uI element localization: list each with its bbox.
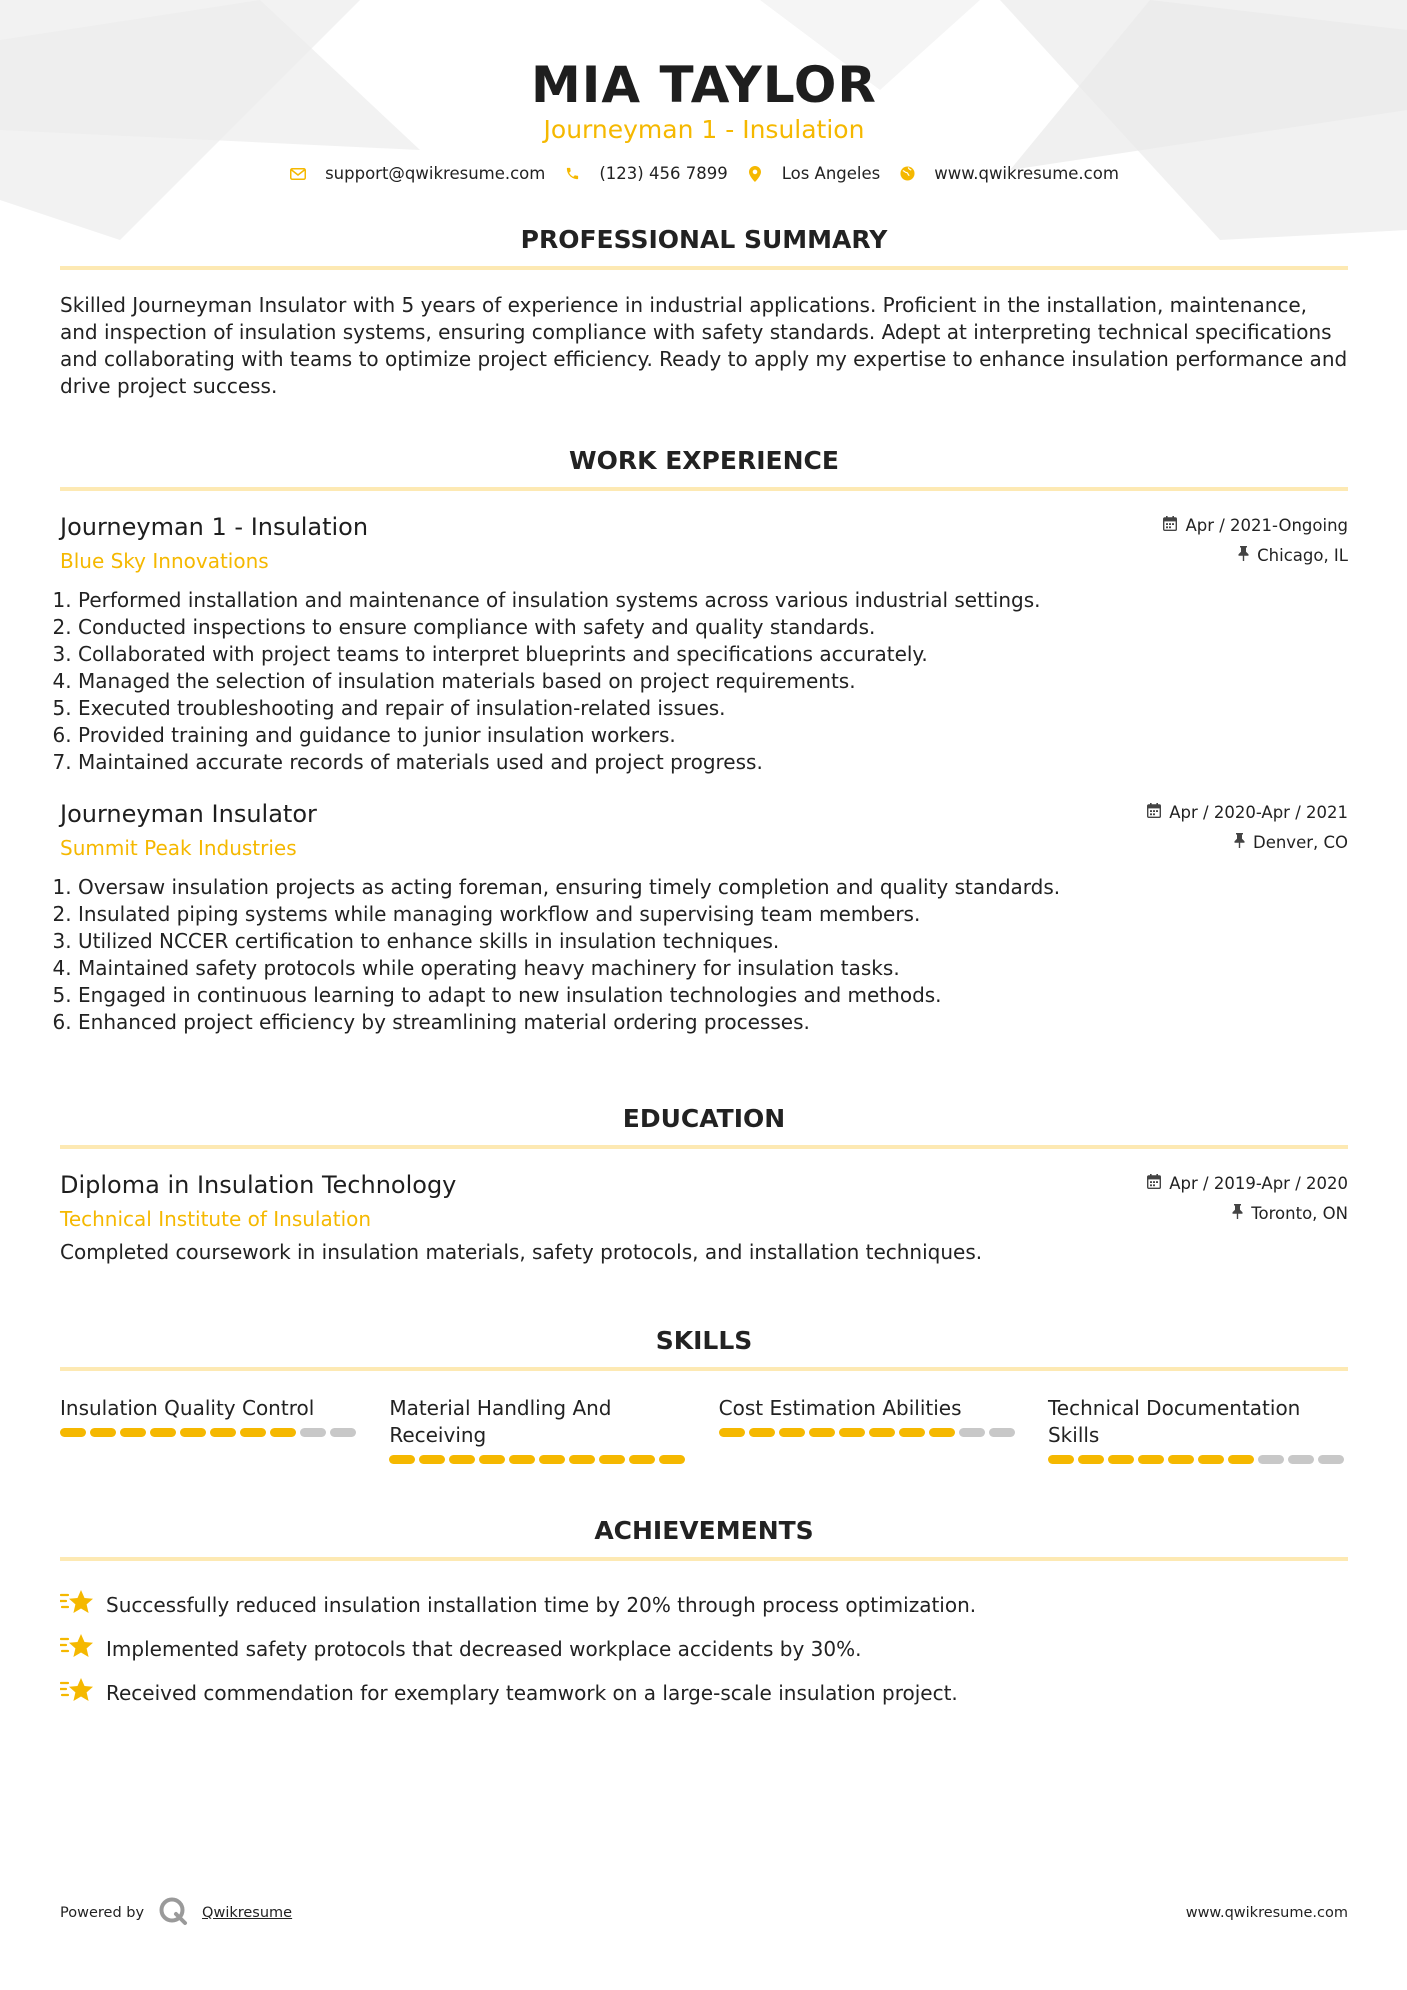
map-pin-icon [746, 166, 764, 182]
achievements-section [60, 1516, 1348, 1715]
list-item: 5. Engaged in continuous learning to adapt to new insulation technologies and methods. [78, 982, 1348, 1009]
brand-link[interactable]: Qwikresume [202, 1905, 293, 1921]
skill-rating-segment [899, 1428, 925, 1437]
contact-website[interactable]: www.qwikresume.com [934, 164, 1119, 183]
list-item: 2. Insulated piping systems while managing workflow and supervising team members. [78, 901, 1348, 928]
company-name: Summit Peak Industries [60, 836, 297, 860]
skill-rating-segment [1108, 1455, 1134, 1464]
calendar-icon [1147, 802, 1161, 824]
company-name: Blue Sky Innovations [60, 549, 269, 573]
list-item: 1. Oversaw insulation projects as acting foreman, ensuring timely completion and quality standards. [78, 874, 1348, 901]
skill-rating-segment [60, 1428, 86, 1437]
education-entry [60, 1169, 1348, 1266]
page-footer [60, 1896, 1348, 1930]
envelope-icon [289, 168, 307, 180]
job-entry [60, 798, 1348, 1036]
list-item: 7. Maintained accurate records of materials used and project progress. [78, 749, 1348, 776]
skill-rating-segment [1048, 1455, 1074, 1464]
job-location-row [1163, 541, 1348, 571]
skill-rating-bar [719, 1428, 1019, 1437]
section-divider [60, 1367, 1348, 1371]
education-location-row [1147, 1199, 1348, 1229]
job-meta [1147, 798, 1348, 858]
education-meta [1147, 1169, 1348, 1229]
resume-header [60, 0, 1348, 183]
skills-section [60, 1326, 1348, 1464]
list-item: 5. Executed troubleshooting and repair of insulation-related issues. [78, 695, 1348, 722]
skill-rating-segment [869, 1428, 895, 1437]
skill-item [1048, 1395, 1348, 1464]
job-dates: Apr / 2021-Ongoing [1185, 516, 1348, 535]
job-bullets [60, 587, 1348, 776]
skill-rating-segment [629, 1455, 655, 1464]
skills-heading: SKILLS [655, 1326, 753, 1355]
skill-rating-segment [749, 1428, 775, 1437]
skill-rating-segment [240, 1428, 266, 1437]
skill-rating-segment [479, 1455, 505, 1464]
phone-icon [563, 166, 581, 181]
experience-section [60, 446, 1348, 1036]
list-item [60, 1583, 1348, 1627]
list-item: 6. Enhanced project efficiency by streamlining material ordering processes. [78, 1009, 1348, 1036]
list-item: 1. Performed installation and maintenance of insulation systems across various industrial settings. [78, 587, 1348, 614]
contact-location: Los Angeles [781, 164, 881, 183]
skill-name: Insulation Quality Control [60, 1396, 315, 1420]
achievements-list [60, 1583, 1348, 1715]
list-item [60, 1671, 1348, 1715]
skill-rating-segment [839, 1428, 865, 1437]
list-item: 3. Utilized NCCER certification to enhance skills in insulation techniques. [78, 928, 1348, 955]
education-dates-row [1147, 1169, 1348, 1199]
skill-item [60, 1395, 360, 1464]
skill-rating-segment [509, 1455, 535, 1464]
calendar-icon [1163, 515, 1177, 537]
job-dates: Apr / 2020-Apr / 2021 [1169, 803, 1348, 822]
list-item: 2. Conducted inspections to ensure compliance with safety and quality standards. [78, 614, 1348, 641]
skill-rating-segment [419, 1455, 445, 1464]
skill-rating-segment [210, 1428, 236, 1437]
job-title: Journeyman Insulator [60, 800, 317, 828]
skill-rating-segment [270, 1428, 296, 1437]
skill-rating-segment [1168, 1455, 1194, 1464]
skill-rating-segment [90, 1428, 116, 1437]
skill-rating-segment [779, 1428, 805, 1437]
school-name: Technical Institute of Insulation [60, 1207, 372, 1231]
skill-rating-segment [1138, 1455, 1164, 1464]
contact-email[interactable]: support@qwikresume.com [325, 164, 546, 183]
skill-rating-segment [569, 1455, 595, 1464]
skill-rating-bar [1048, 1455, 1348, 1464]
list-item [60, 1627, 1348, 1671]
calendar-icon [1147, 1173, 1161, 1195]
skill-item [389, 1395, 689, 1464]
skill-rating-segment [330, 1428, 356, 1437]
job-dates-row [1147, 798, 1348, 828]
skill-rating-bar [60, 1428, 360, 1437]
job-bullets [60, 874, 1348, 1036]
skill-rating-segment [929, 1428, 955, 1437]
job-location: Chicago, IL [1257, 546, 1348, 565]
education-heading: EDUCATION [622, 1104, 786, 1133]
skill-rating-segment [959, 1428, 985, 1437]
section-divider [60, 1145, 1348, 1149]
education-info [60, 1169, 456, 1233]
skill-rating-segment [989, 1428, 1015, 1437]
summary-heading: PROFESSIONAL SUMMARY [520, 225, 888, 254]
job-info [60, 511, 368, 575]
skill-rating-segment [1198, 1455, 1224, 1464]
education-description: Completed coursework in insulation materials, safety protocols, and installation techniques. [60, 1240, 983, 1264]
list-item: 4. Maintained safety protocols while operating heavy machinery for insulation tasks. [78, 955, 1348, 982]
skill-rating-segment [389, 1455, 415, 1464]
degree-name: Diploma in Insulation Technology [60, 1171, 457, 1199]
summary-section [60, 225, 1348, 400]
star-icon [60, 1632, 94, 1667]
pushpin-icon [1232, 1203, 1243, 1225]
skill-rating-segment [1288, 1455, 1314, 1464]
globe-icon [898, 166, 916, 181]
skill-rating-segment [449, 1455, 475, 1464]
candidate-title: Journeyman 1 - Insulation [543, 115, 865, 144]
skill-rating-segment [180, 1428, 206, 1437]
job-header [60, 511, 1348, 575]
skill-name: Material Handling And Receiving [389, 1396, 612, 1447]
skill-rating-bar [389, 1455, 689, 1464]
job-title: Journeyman 1 - Insulation [60, 513, 369, 541]
skill-rating-segment [120, 1428, 146, 1437]
education-section [60, 1104, 1348, 1266]
skill-item [719, 1395, 1019, 1464]
job-entry [60, 511, 1348, 776]
star-icon [60, 1676, 94, 1711]
skill-rating-segment [719, 1428, 745, 1437]
achievements-heading: ACHIEVEMENTS [594, 1516, 814, 1545]
job-meta [1163, 511, 1348, 571]
skill-rating-segment [1258, 1455, 1284, 1464]
candidate-name: MIA TAYLOR [531, 56, 877, 114]
skill-rating-segment [539, 1455, 565, 1464]
contact-bar [60, 164, 1348, 183]
skill-rating-segment [659, 1455, 685, 1464]
skill-rating-segment [1228, 1455, 1254, 1464]
education-header [60, 1169, 1348, 1233]
section-divider [60, 487, 1348, 491]
skill-rating-segment [809, 1428, 835, 1437]
skill-rating-segment [150, 1428, 176, 1437]
qwikresume-logo-icon [158, 1896, 188, 1930]
star-icon [60, 1588, 94, 1623]
education-dates: Apr / 2019-Apr / 2020 [1169, 1174, 1348, 1193]
experience-heading: WORK EXPERIENCE [569, 446, 839, 475]
resume-page [60, 0, 1348, 1715]
contact-phone[interactable]: (123) 456 7899 [599, 164, 728, 183]
skill-rating-segment [1078, 1455, 1104, 1464]
section-divider [60, 1557, 1348, 1561]
skill-name: Technical Documentation Skills [1047, 1396, 1301, 1447]
achievement-text: Received commendation for exemplary teamwork on a large-scale insulation project. [106, 1680, 958, 1705]
skills-grid [60, 1395, 1348, 1464]
skill-name: Cost Estimation Abilities [718, 1396, 962, 1420]
achievement-text: Implemented safety protocols that decreased workplace accidents by 30%. [106, 1636, 862, 1661]
skill-rating-segment [599, 1455, 625, 1464]
education-location: Toronto, ON [1251, 1204, 1348, 1223]
footer-website[interactable]: www.qwikresume.com [1185, 1905, 1348, 1921]
job-location-row [1147, 828, 1348, 858]
skill-rating-segment [1318, 1455, 1344, 1464]
job-info [60, 798, 317, 862]
job-dates-row [1163, 511, 1348, 541]
powered-by-label: Powered by [60, 1905, 145, 1921]
powered-by [60, 1896, 292, 1930]
skill-rating-segment [300, 1428, 326, 1437]
section-divider [60, 266, 1348, 270]
job-location: Denver, CO [1252, 833, 1348, 852]
achievement-text: Successfully reduced insulation installation time by 20% through process optimization. [106, 1592, 977, 1617]
pushpin-icon [1234, 832, 1245, 854]
list-item: 6. Provided training and guidance to junior insulation workers. [78, 722, 1348, 749]
list-item: 3. Collaborated with project teams to interpret blueprints and specifications accurately. [78, 641, 1348, 668]
list-item: 4. Managed the selection of insulation materials based on project requirements. [78, 668, 1348, 695]
job-header [60, 798, 1348, 862]
pushpin-icon [1238, 545, 1249, 567]
summary-text: Skilled Journeyman Insulator with 5 years of experience in industrial applications. Proficient in the installation, maintenance, and inspection of insulation systems, ensuring compliance with safety standards. Adept at interpreting technical specifications and collaborating with teams to optimize project efficiency. Ready to apply my expertise to enhance insulation performance and drive project success. [60, 293, 1348, 398]
